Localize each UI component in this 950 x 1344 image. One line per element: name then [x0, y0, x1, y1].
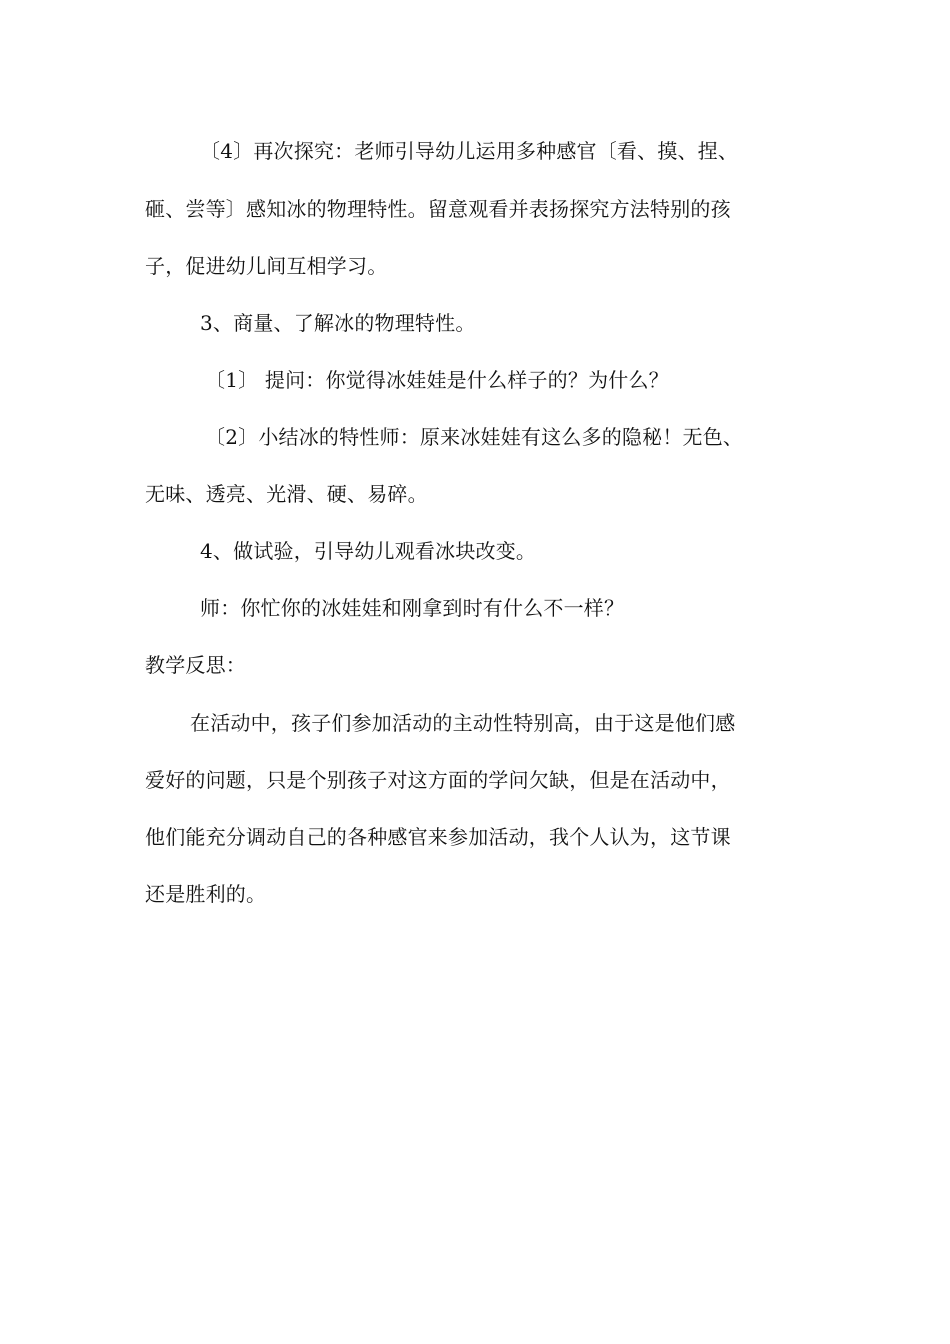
paragraph-line: 师：你忙你的冰娃娃和刚拿到时有什么不一样？: [200, 596, 625, 620]
paragraph-line: 还是胜利的。: [145, 882, 267, 906]
paragraph-line: 无味、透亮、光滑、硬、易碎。: [145, 482, 428, 506]
paragraph-line: 他们能充分调动自己的各种感官来参加活动，我个人认为，这节课: [145, 825, 731, 849]
section-heading: 4、做试验，引导幼儿观看冰块改变。: [200, 539, 537, 563]
paragraph-line: 〔1〕 提问：你觉得冰娃娃是什么样子的？为什么？: [205, 368, 669, 392]
paragraph-line: 〔2〕小结冰的特性师：原来冰娃娃有这么多的隐秘！无色、: [205, 425, 744, 449]
paragraph-line: 〔4〕再次探究：老师引导幼儿运用多种感官〔看、摸、捏、: [200, 139, 739, 163]
paragraph-line: 爱好的问题，只是个别孩子对这方面的学问欠缺，但是在活动中，: [145, 768, 731, 792]
paragraph-line: 子，促进幼儿间互相学习。: [145, 254, 388, 278]
reflection-heading: 教学反思：: [145, 653, 246, 677]
paragraph-line: 砸、尝等〕感知冰的物理特性。留意观看并表扬探究方法特别的孩: [145, 197, 731, 221]
section-heading: 3、商量、了解冰的物理特性。: [200, 311, 476, 335]
paragraph-line: 在活动中，孩子们参加活动的主动性特别高，由于这是他们感: [190, 711, 736, 735]
